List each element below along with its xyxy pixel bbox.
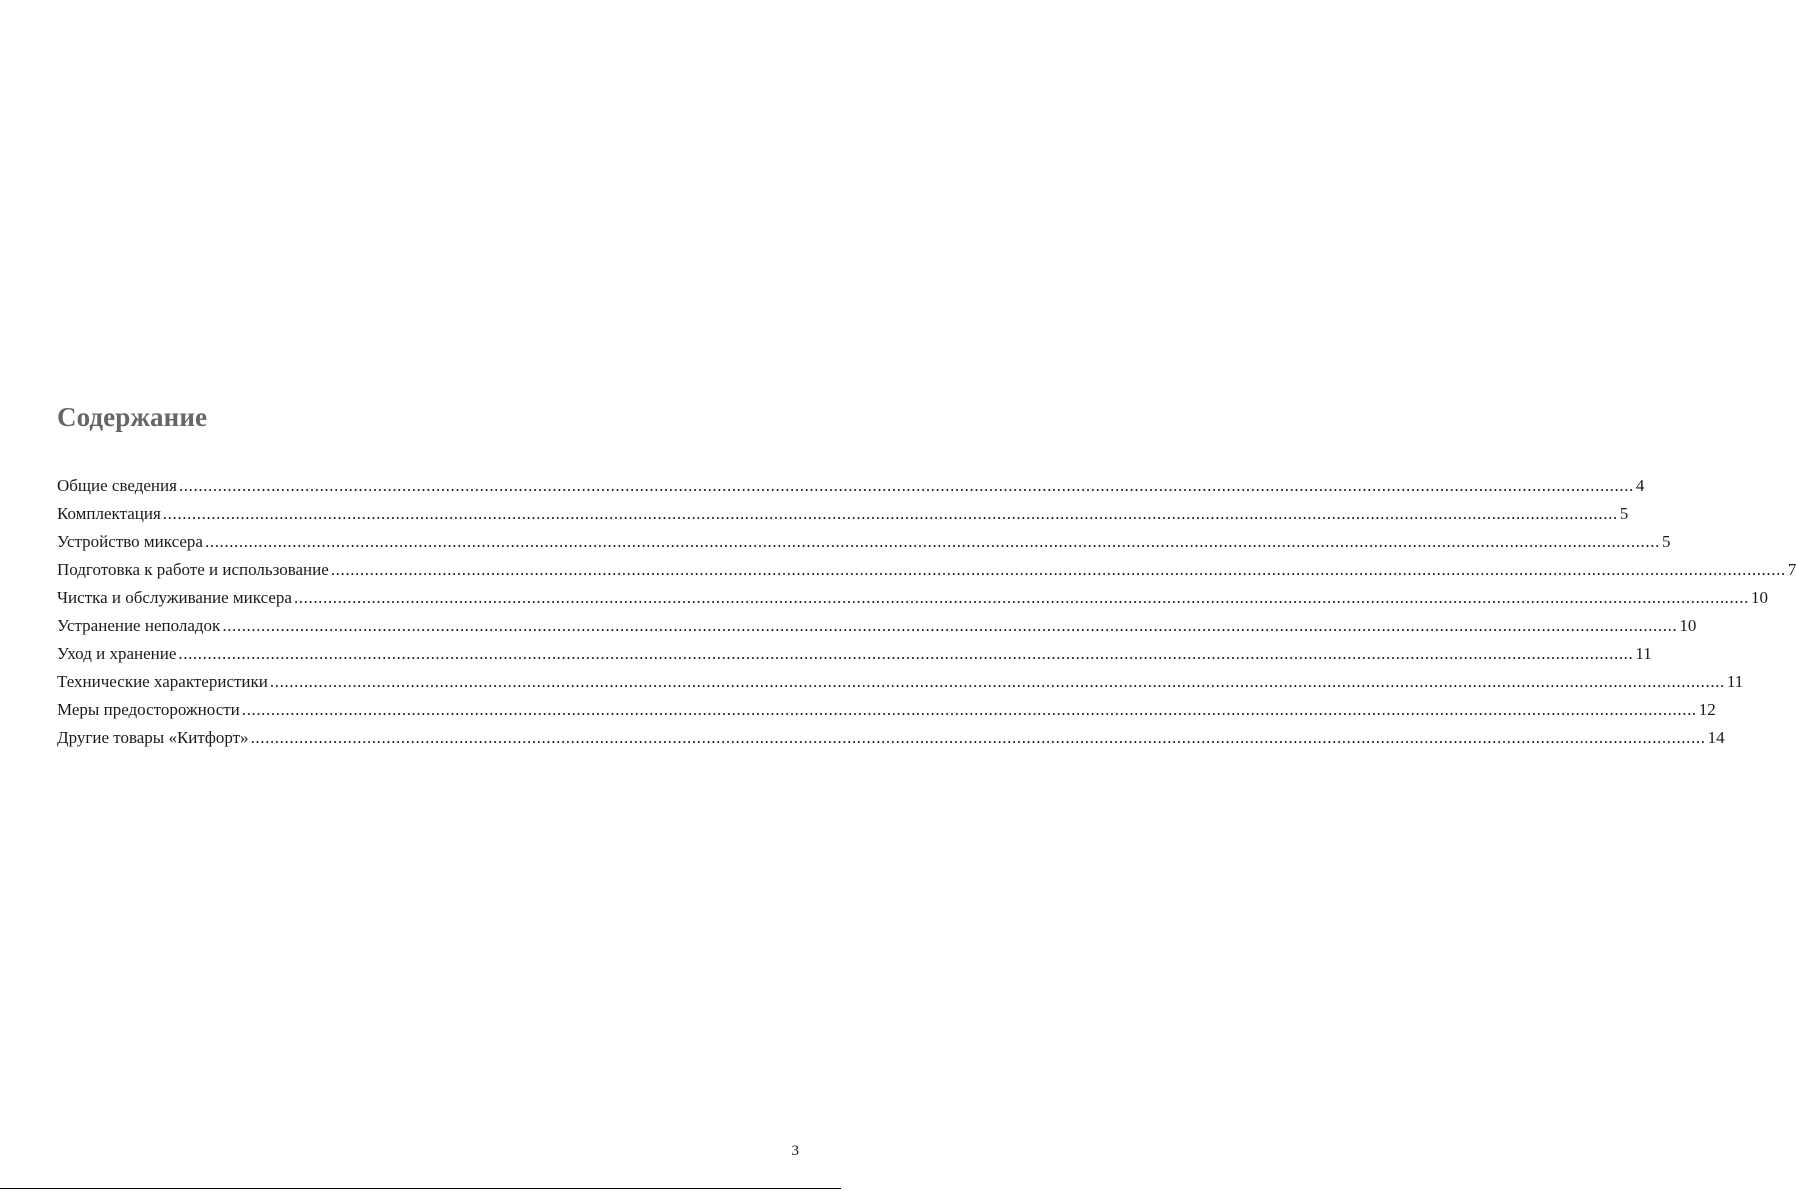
- toc-entry-specifications[interactable]: [57, 668, 1744, 696]
- toc-entry-package-contents[interactable]: [57, 500, 1629, 528]
- toc-entry-label: Уход и хранение: [57, 644, 177, 663]
- toc-entry-label: Комплектация: [57, 504, 161, 523]
- toc-title: Содержание: [57, 402, 208, 432]
- toc-entry-label: Общие сведения: [57, 476, 177, 495]
- table-of-contents: [57, 472, 1796, 752]
- dot-leader: ............................................................................................................................................................................................................................................................................................................: [222, 616, 1678, 635]
- toc-entry-page: 10: [1679, 616, 1697, 635]
- toc-entry-label: Другие товары «Китфорт»: [57, 728, 249, 747]
- toc-entry-mixer-design[interactable]: [57, 528, 1671, 556]
- dot-leader: ............................................................................................................................................................................................................................................................................................................: [269, 672, 1725, 691]
- toc-entry-safety-precautions[interactable]: [57, 696, 1716, 724]
- toc-entry-page: 10: [1750, 588, 1768, 607]
- toc-entry-general-info[interactable]: [57, 472, 1645, 500]
- toc-entry-other-products[interactable]: [57, 724, 1725, 752]
- dot-leader: ............................................................................................................................................................................................................................................................................................................: [162, 504, 1618, 523]
- dot-leader: ............................................................................................................................................................................................................................................................................................................: [330, 560, 1786, 579]
- dot-leader: ............................................................................................................................................................................................................................................................................................................: [178, 644, 1634, 663]
- toc-entry-label: Технические характеристики: [57, 672, 268, 691]
- page-number: 3: [791, 1143, 799, 1159]
- toc-entry-care-and-storage[interactable]: [57, 640, 1652, 668]
- dot-leader: ............................................................................................................................................................................................................................................................................................................: [204, 532, 1660, 551]
- toc-entry-page: 11: [1726, 672, 1744, 691]
- toc-entry-page: 7: [1787, 560, 1796, 579]
- toc-entry-page: 11: [1635, 644, 1652, 663]
- dot-leader: ............................................................................................................................................................................................................................................................................................................: [293, 588, 1749, 607]
- toc-entry-label: Меры предосторожности: [57, 700, 240, 719]
- toc-entry-page: 4: [1635, 476, 1645, 495]
- toc-entry-page: 5: [1661, 532, 1671, 551]
- bottom-rule: [0, 1188, 841, 1189]
- dot-leader: ............................................................................................................................................................................................................................................................................................................: [250, 728, 1706, 747]
- toc-entry-page: 5: [1619, 504, 1629, 523]
- toc-entry-label: Чистка и обслуживание миксера: [57, 588, 292, 607]
- dot-leader: ............................................................................................................................................................................................................................................................................................................: [178, 476, 1634, 495]
- toc-entry-preparation-and-use[interactable]: [57, 556, 1796, 584]
- toc-entry-label: Подготовка к работе и использование: [57, 560, 329, 579]
- toc-entry-page: 12: [1698, 700, 1716, 719]
- toc-entry-label: Устройство миксера: [57, 532, 203, 551]
- toc-entry-cleaning-and-maintenance[interactable]: [57, 584, 1768, 612]
- toc-entry-troubleshooting[interactable]: [57, 612, 1697, 640]
- toc-entry-page: 14: [1707, 728, 1725, 747]
- dot-leader: ............................................................................................................................................................................................................................................................................................................: [241, 700, 1697, 719]
- toc-entry-label: Устранение неполадок: [57, 616, 221, 635]
